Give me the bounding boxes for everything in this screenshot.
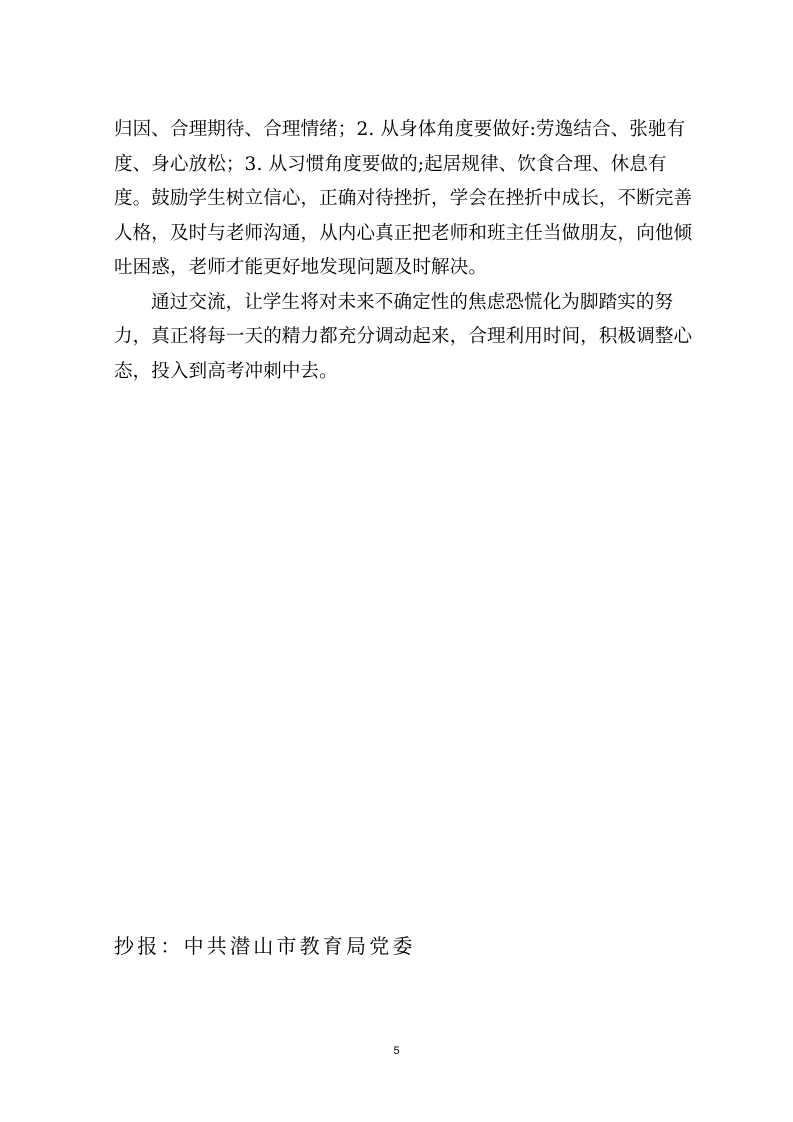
paragraph-line: 人格，及时与老师沟通，从内心真正把老师和班主任当做朋友，向他倾 <box>114 222 693 244</box>
paragraph-line: 吐困惑，老师才能更好地发现问题及时解决。 <box>114 257 488 278</box>
page-number: 5 <box>393 1045 400 1057</box>
paragraph-psychological-advice <box>114 113 704 286</box>
paragraph-communication <box>114 286 704 390</box>
paragraph-line: 度。鼓励学生树立信心，正确对待挫折，学会在挫折中成长，不断完善 <box>114 188 693 209</box>
cc-recipient-line: 抄报：中共潜山市教育局党委 <box>114 934 416 958</box>
paragraph-line: 通过交流，让学生将对未来不确定性的焦虑恐慌化为脚踏实的努 <box>151 291 674 313</box>
paragraph-line: 力，真正将每一天的精力都充分调动起来，合理利用时间，积极调整心 <box>114 326 693 347</box>
document-body <box>114 113 704 389</box>
paragraph-line: 度、身心放松；3. 从习惯角度要做的;起居规律、饮食合理、休息有 <box>114 153 667 175</box>
paragraph-line: 态，投入到高考冲刺中去。 <box>114 360 338 382</box>
paragraph-line: 归因、合理期待、合理情绪；2. 从身体角度要做好:劳逸结合、张驰有 <box>114 119 686 140</box>
